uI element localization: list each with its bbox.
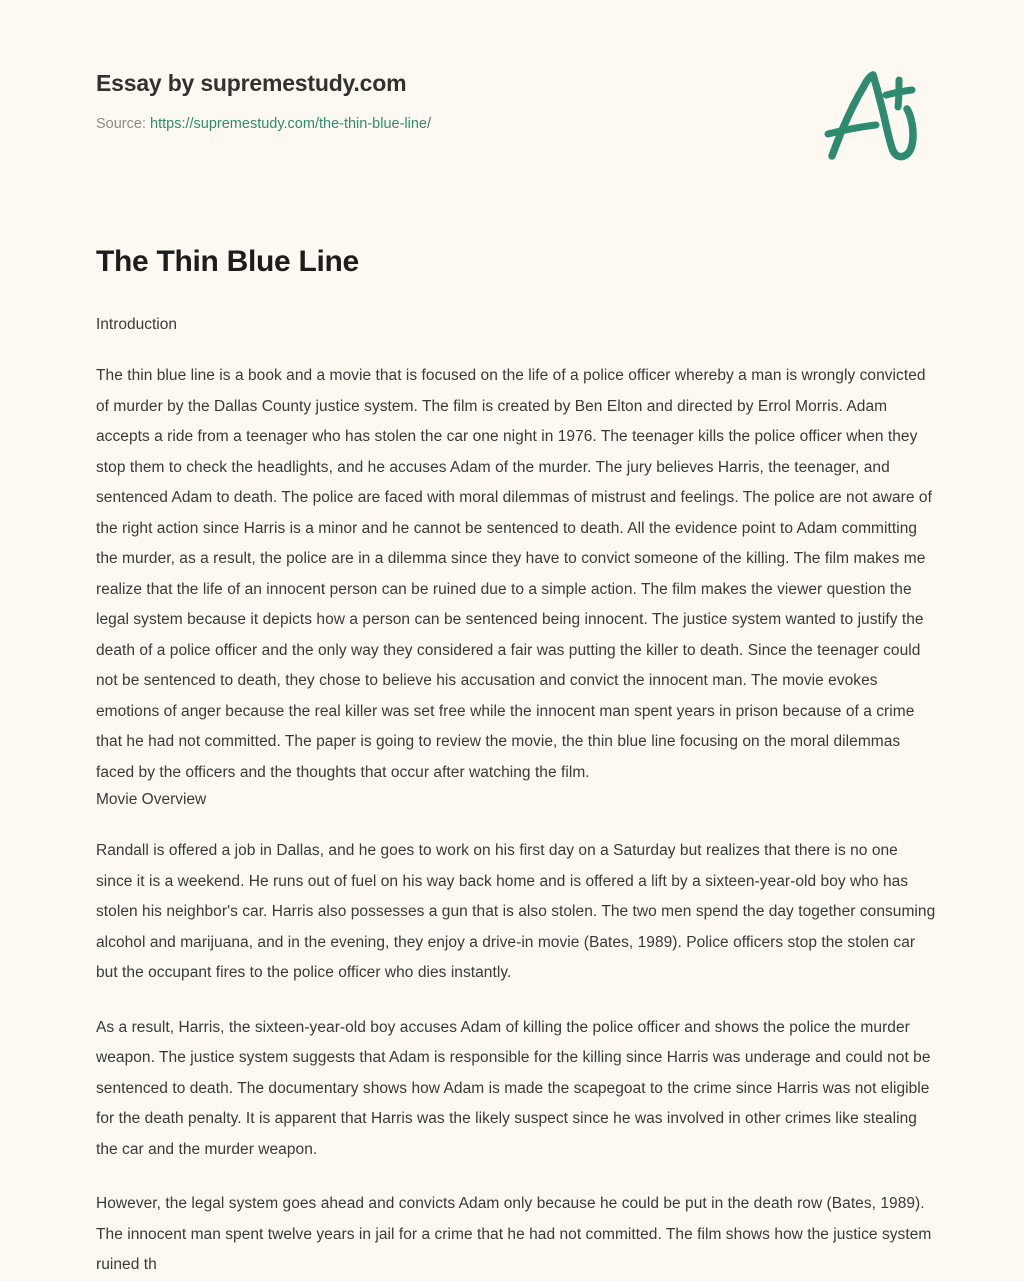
brand-title: Essay by supremestudy.com [96, 70, 407, 96]
a-plus-logo-icon[interactable] [820, 62, 930, 172]
page-header [0, 0, 1024, 200]
paragraph: However, the legal system goes ahead and convicts Adam only because he could be put in the death row (Bates, 1989). The innocent man spent twelve years in jail for a crime that he had not committed. The film shows how the justice system ruined th [96, 1195, 932, 1273]
source-label: Source: [96, 116, 146, 132]
paragraph: The thin blue line is a book and a movie that is focused on the life of a police officer whereby a man is wrongly convicted of murder by the Dallas County justice system. The film is created by Ben Elton and directed by Errol Morris. Adam accepts a ride from a teenager who has stolen the car one night in 1976. The teenager kills the police officer when they stop them to check the headlights, and he accuses Adam of the murder. The jury believes Harris, the teenager, and sentenced Adam to death. The police are faced with moral dilemmas of mistrust and feelings. The police are not aware of the right action since Harris is a minor and he cannot be sentenced to death. All the evidence point to Adam committing the murder, as a result, the police are in a dilemma since they have to convict someone of the killing. The film makes me realize that the life of an innocent person can be ruined due to a simple action. The film makes the viewer question the legal system because it depicts how a person can be sentenced being innocent. The justice system wanted to justify the death of a police officer and the only way they considered a fair was putting the killer to death. Since the teenager could not be sentenced to death, they chose to believe his accusation and convict the innocent man. The movie evokes emotions of anger because the real killer was set free while the innocent man spent years in prison because of a crime that he had not committed. The paper is going to review the movie, the thin blue line focusing on the moral dilemmas faced by the officers and the thoughts that occur after watching the film. [96, 367, 932, 781]
section-introduction [96, 313, 936, 788]
source-line [96, 114, 431, 134]
brand-block [96, 68, 431, 134]
paragraph: Randall is offered a job in Dallas, and he goes to work on his first day on a Saturday but realizes that there is no one since it is a weekend. He runs out of fuel on his way back home and is offered a lift by a sixteen-year-old boy who has stolen his neighbor's car. Harris also possesses a gun that is also stolen. The two men spend the day together consuming alcohol and marijuana, and in the evening, they enjoy a drive-in movie (Bates, 1989). Police officers stop the stolen car but the occupant fires to the police officer who dies instantly. [96, 842, 936, 981]
section-movie-overview [96, 788, 936, 1281]
a-plus-logo-svg [820, 62, 930, 172]
section-heading-introduction: Introduction [96, 316, 177, 333]
paragraph: As a result, Harris, the sixteen-year-old boy accuses Adam of killing the police officer and shows the police the murder weapon. The justice system suggests that Adam is responsible for the killing since Harris was underage and could not be sentenced to death. The documentary shows how Adam is made the scapegoat to the crime since Harris was not eligible for the death penalty. It is apparent that Harris was the likely suspect since he was involved in other crimes like stealing the car and the murder weapon. [96, 1018, 931, 1158]
source-url-link[interactable]: https://supremestudy.com/the-thin-blue-line/ [150, 116, 432, 132]
section-heading-movie-overview: Movie Overview [96, 791, 207, 808]
page-title: The Thin Blue Line [96, 245, 359, 278]
article-sections [96, 313, 936, 1281]
article-body [96, 243, 936, 1281]
